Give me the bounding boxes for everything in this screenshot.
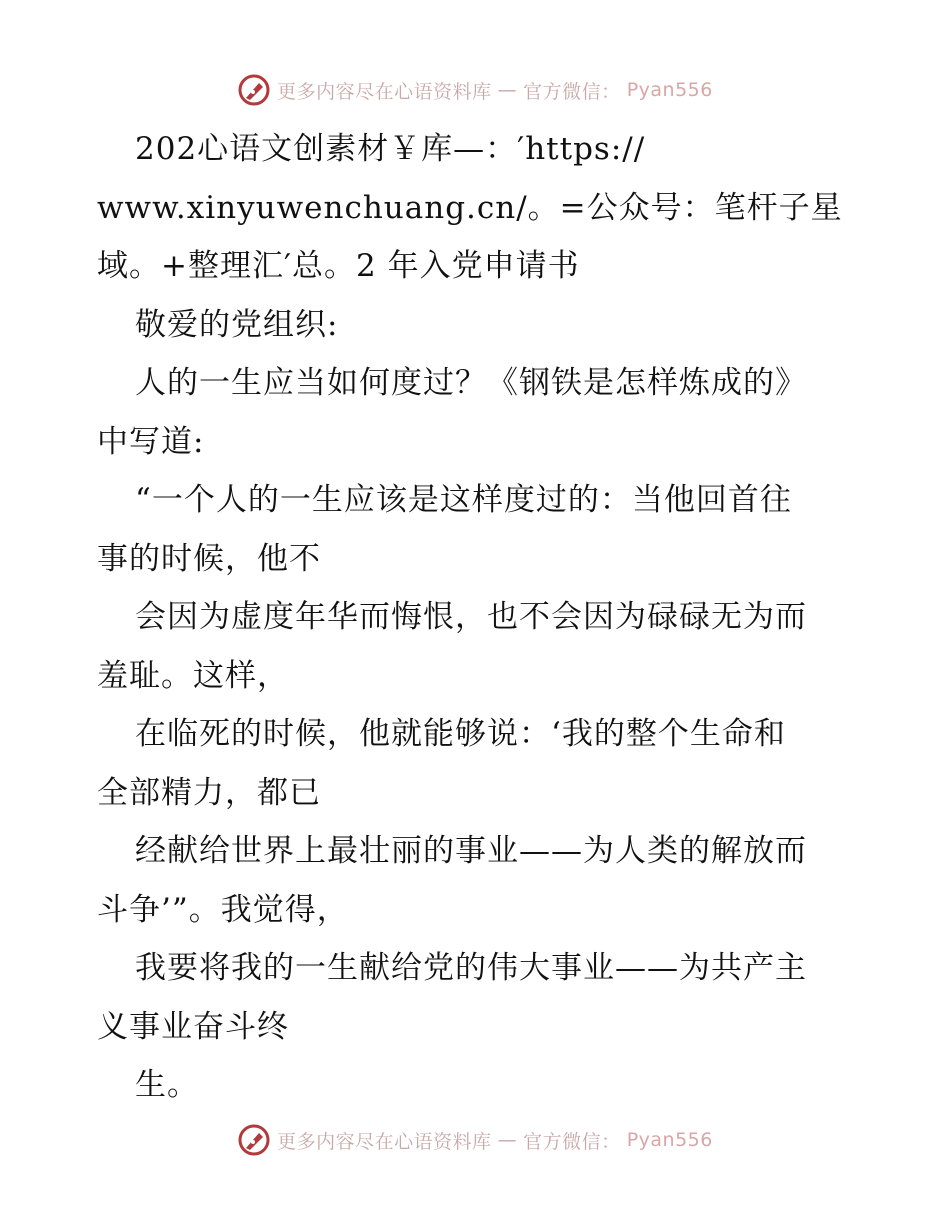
banner-text: 更多内容尽在心语资料库	[277, 1130, 492, 1153]
banner-separator: —	[497, 79, 518, 101]
body-line: 我要将我的一生献给党的伟大事业——为共产主	[135, 950, 807, 986]
header-line: 202心语文创素材￥库—：′https://	[135, 131, 646, 167]
body-line: 生。	[135, 1067, 199, 1103]
body-line: 事的时候，他不	[97, 540, 321, 577]
header-line: 域。+整理汇′总。2 年入党申请书	[97, 248, 580, 284]
header-banner	[0, 70, 950, 110]
document-body	[97, 120, 857, 1115]
banner-text: 更多内容尽在心语资料库	[277, 80, 492, 103]
banner-wechat-id: Pyan556	[626, 79, 713, 101]
banner-separator: —	[497, 1129, 518, 1151]
body-line: 中写道:	[97, 423, 205, 460]
body-line: 斗争’”。我觉得，	[97, 891, 349, 928]
salutation: 敬爱的党组织:	[135, 306, 339, 343]
pen-nib-circle-icon	[237, 1123, 271, 1157]
pen-nib-circle-icon	[237, 73, 271, 107]
body-line: 会因为虚度年华而悔恨，也不会因为碌碌无为而	[135, 599, 807, 635]
body-line: 经献给世界上最壮丽的事业——为人类的解放而	[135, 833, 807, 869]
body-line: 在临死的时候，他就能够说：‘我的整个生命和	[135, 716, 786, 752]
body-line: 全部精力，都已	[97, 774, 321, 811]
body-line: 人的一生应当如何度过？《钢铁是怎样炼成的》	[135, 365, 807, 401]
body-line: “一个人的一生应该是这样度过的：当他回首往	[135, 482, 792, 518]
banner-wechat-label: 官方微信：	[523, 80, 621, 103]
banner-wechat-label: 官方微信：	[523, 1130, 621, 1153]
body-line: 义事业奋斗终	[97, 1008, 289, 1045]
body-line: 羞耻。这样，	[97, 657, 289, 694]
footer-banner	[0, 1120, 950, 1160]
header-line: www.xinyuwenchuang.cn/。=公众号：笔杆子星	[97, 189, 843, 226]
banner-wechat-id: Pyan556	[626, 1129, 713, 1151]
